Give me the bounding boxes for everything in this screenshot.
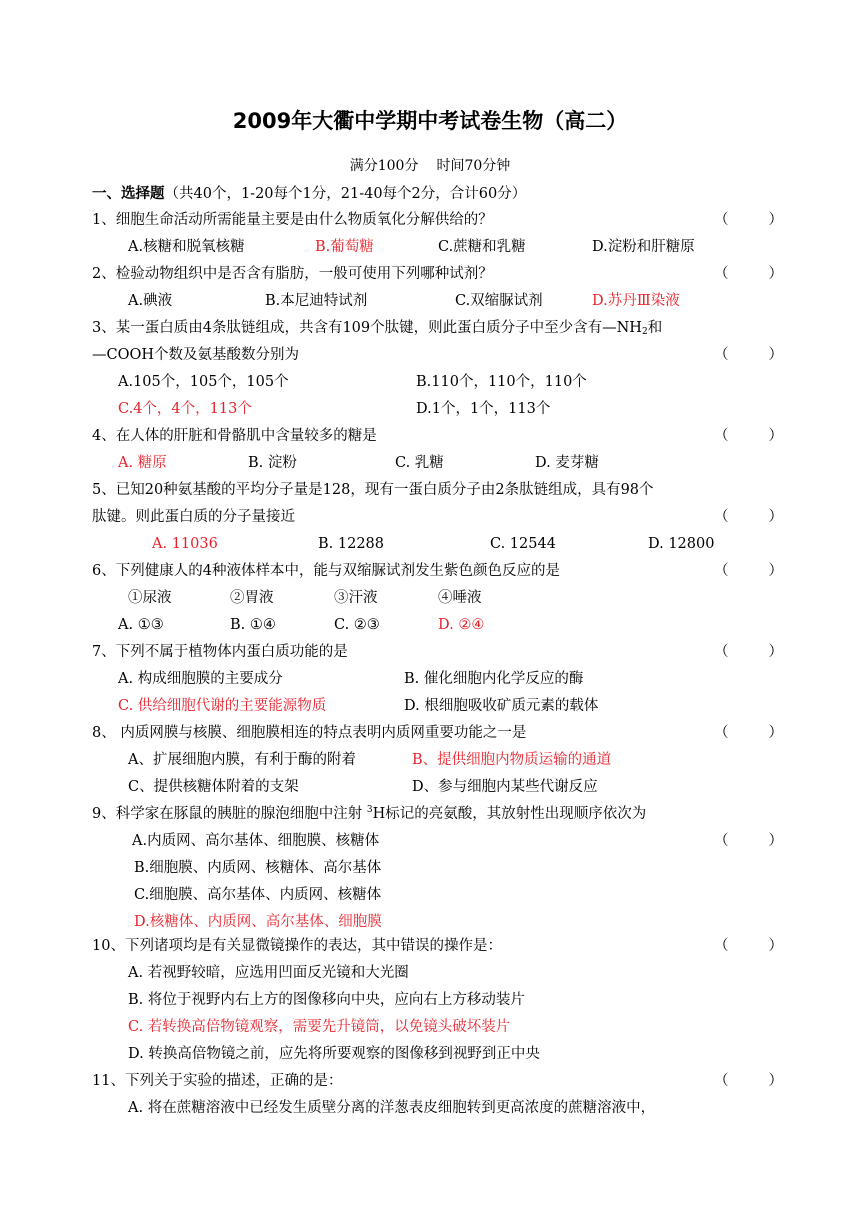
q5-option-c: C. 12544 (490, 536, 556, 552)
answer-blank-1: （ ） (714, 212, 783, 228)
q2-option-a: A.碘液 (128, 293, 173, 309)
exam-subtitle (0, 154, 860, 178)
q9-option-b: B.细胞膜、内质网、核糖体、高尔基体 (134, 860, 382, 876)
answer-blank-10: （ ） (714, 938, 783, 954)
q2-option-c: C.双缩脲试剂 (455, 293, 543, 309)
q9-option-c: C.细胞膜、高尔基体、内质网、核糖体 (134, 887, 382, 903)
q5-option-b: B. 12288 (318, 536, 385, 552)
answer-blank-5: （ ） (714, 509, 783, 525)
q4-option-b: B. 淀粉 (248, 455, 297, 471)
q6-option-c: C. ②③ (334, 617, 380, 633)
section-heading (92, 182, 526, 206)
q1-option-c: C.蔗糖和乳糖 (438, 239, 526, 255)
question-7-stem: 7、下列不属于植物体内蛋白质功能的是 (92, 644, 348, 660)
q6-item-4: ④唾液 (438, 590, 482, 606)
q3-option-d: D.1个，1个，113个 (416, 401, 551, 417)
answer-blank-6: （ ） (714, 563, 783, 579)
q1-option-a: A.核糖和脱氧核糖 (128, 239, 245, 255)
question-2-stem: 2、检验动物组织中是否含有脂肪，一般可使用下列哪种试剂？ (92, 266, 493, 282)
q4-option-c: C. 乳糖 (395, 455, 444, 471)
answer-blank-11: （ ） (714, 1073, 783, 1089)
q3-option-c: C.4个，4个，113个 (118, 401, 252, 417)
q6-option-b: B. ①④ (230, 617, 276, 633)
question-8-stem: 8、 内质网膜与核膜、细胞膜相连的特点表明内质网重要功能之一是 (92, 725, 527, 741)
q8-option-a: A、扩展细胞内膜，有利于酶的附着 (128, 752, 356, 768)
q1-option-b: B.葡萄糖 (315, 239, 374, 255)
time-limit: 时间70分钟 (436, 158, 511, 174)
q10-option-b: B. 将位于视野内右上方的图像移向中央，应向右上方移动装片 (128, 992, 525, 1008)
answer-blank-9: （ ） (714, 833, 783, 849)
question-11-stem: 11、下列关于实验的描述，正确的是： (92, 1073, 343, 1089)
exam-title: 2009年大衢中学期中考试卷生物（高二） (232, 109, 628, 133)
q8-option-c: C、提供核糖体附着的支架 (128, 779, 299, 795)
section-title: 一、选择题 (92, 185, 165, 202)
q7-option-b: B. 催化细胞内化学反应的酶 (404, 671, 584, 687)
section-note: （共40个，1-20每个1分，21-40每个2分，合计60分） (164, 186, 527, 202)
question-9-stem: 9、科学家在豚鼠的胰脏的腺泡细胞中注射 $^3$H标记的亮氨酸，其放射性出现顺序依次为 (92, 805, 647, 822)
answer-blank-2: （ ） (714, 266, 783, 282)
q9-option-a: A.内质网、高尔基体、细胞膜、核糖体 (132, 833, 380, 849)
q2-option-d: D.苏丹Ⅲ染液 (592, 293, 680, 309)
answer-blank-4: （ ） (714, 428, 783, 444)
q3-option-b: B.110个，110个，110个 (416, 374, 587, 390)
q7-option-a: A. 构成细胞膜的主要成分 (118, 671, 283, 687)
q2-option-b: B.本尼迪特试剂 (265, 293, 368, 309)
q6-item-1: ①尿液 (128, 590, 172, 606)
q1-option-d: D.淀粉和肝糖原 (592, 239, 695, 255)
q6-item-3: ③汗液 (334, 590, 378, 606)
q3-option-a: A.105个，105个，105个 (118, 374, 289, 390)
question-1-stem: 1、细胞生命活动所需能量主要是由什么物质氧化分解供给的？ (92, 212, 493, 228)
q6-item-2: ②胃液 (230, 590, 274, 606)
q10-option-a: A. 若视野较暗，应选用凹面反光镜和大光圈 (128, 965, 409, 981)
q8-option-b: B、提供细胞内物质运输的通道 (412, 752, 612, 768)
question-6-stem: 6、下列健康人的4种液体样本中，能与双缩脲试剂发生紫色颜色反应的是 (92, 563, 560, 579)
q7-option-d: D. 根细胞吸收矿质元素的载体 (404, 698, 599, 714)
answer-blank-8: （ ） (714, 725, 783, 741)
q9-option-d: D.核糖体、内质网、高尔基体、细胞膜 (134, 914, 382, 930)
answer-blank-3: （ ） (714, 347, 783, 363)
question-5-stem-cont: 肽键。则此蛋白质的分子量接近 (92, 509, 295, 525)
q10-option-d: D. 转换高倍物镜之前，应先将所要观察的图像移到视野到正中央 (128, 1046, 540, 1062)
q8-option-d: D、参与细胞内某些代谢反应 (412, 779, 598, 795)
q4-option-a: A. 糖原 (118, 455, 167, 471)
q4-option-d: D. 麦芽糖 (535, 455, 599, 471)
q5-option-a: A. 11036 (152, 536, 218, 552)
q7-option-c: C. 供给细胞代谢的主要能源物质 (118, 698, 327, 714)
q6-option-a: A. ①③ (118, 617, 164, 633)
question-4-stem: 4、在人体的肝脏和骨骼肌中含量较多的糖是 (92, 428, 377, 444)
q11-option-a: A. 将在蔗糖溶液中已经发生质壁分离的洋葱表皮细胞转到更高浓度的蔗糖溶液中， (128, 1100, 656, 1116)
question-5-stem: 5、已知20种氨基酸的平均分子量是128，现有一蛋白质分子由2条肽链组成，具有98个 (92, 482, 654, 498)
q5-option-d: D. 12800 (648, 536, 715, 552)
question-10-stem: 10、下列诸项均是有关显微镜操作的表达，其中错误的操作是： (92, 938, 502, 954)
question-3-stem-cont: —COOH个数及氨基酸数分别为 (92, 347, 300, 363)
q10-option-c: C. 若转换高倍物镜观察，需要先升镜筒，以免镜头破坏装片 (128, 1019, 511, 1035)
full-score: 满分100分 (349, 158, 419, 174)
answer-blank-7: （ ） (714, 644, 783, 660)
q6-option-d: D. ②④ (438, 617, 485, 633)
question-3-stem: 3、某一蛋白质由4条肽链组成，共含有109个肽键，则此蛋白质分子中至少含有$—NH_2$和 (92, 320, 663, 337)
